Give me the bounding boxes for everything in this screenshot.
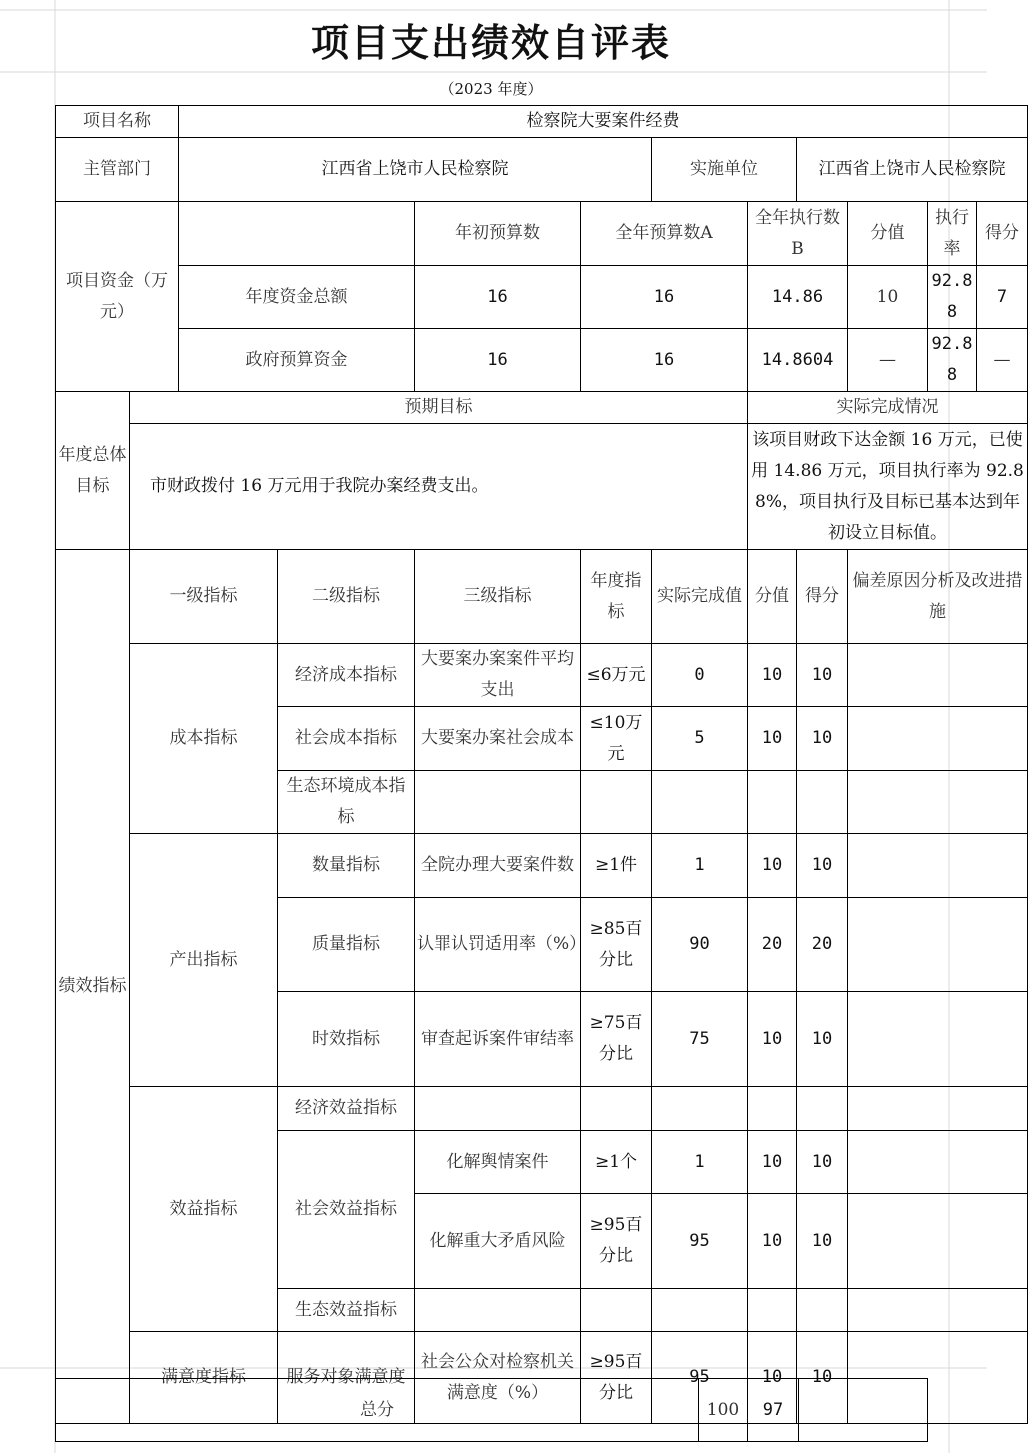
project-name-value: 检察院大要案件经费 — [179, 106, 1028, 138]
perf-header-l3: 三级指标 — [415, 550, 581, 644]
dept-row — [56, 138, 1028, 202]
perf-header-deviation: 偏差原因分析及改进措施 — [848, 550, 1028, 644]
funds-header-rate: 执行率 — [928, 202, 977, 266]
perf-header-score: 得分 — [797, 550, 848, 644]
satisfaction-l1: 满意度指标 — [130, 1332, 278, 1424]
indicator-target: ≥1个 — [581, 1131, 652, 1194]
perf-label: 绩效指标 — [56, 550, 130, 1424]
perf-header-value: 分值 — [748, 550, 797, 644]
total-row — [56, 1379, 928, 1442]
indicator-l2: 服务对象满意度 — [278, 1332, 415, 1424]
total-table — [55, 1378, 928, 1442]
impl-unit-value: 江西省上饶市人民检察院 — [797, 138, 1028, 202]
funds-header-row — [56, 202, 1028, 266]
indicator-score: 10 — [797, 644, 848, 707]
funds-score-value: 10 — [848, 266, 928, 329]
indicator-target: ≥95百分比 — [581, 1332, 652, 1424]
total-score: 97 — [748, 1379, 799, 1442]
indicator-l3: 全院办理大要案件数 — [415, 834, 581, 898]
indicator-l3: 大要案办案案件平均支出 — [415, 644, 581, 707]
indicator-deviation — [848, 834, 1028, 898]
funds-exec: 14.8604 — [748, 329, 848, 392]
indicator-deviation — [848, 1131, 1028, 1194]
funds-init: 16 — [415, 329, 581, 392]
indicator-value: 10 — [748, 1131, 797, 1194]
funds-row — [56, 329, 1028, 392]
funds-header-score: 得分 — [977, 202, 1028, 266]
funds-score-value: — — [848, 329, 928, 392]
goals-actual-header: 实际完成情况 — [748, 392, 1028, 424]
goals-expected-header: 预期目标 — [130, 392, 748, 424]
dept-label: 主管部门 — [56, 138, 179, 202]
indicator-value: 10 — [748, 992, 797, 1087]
indicator-l2: 生态效益指标 — [278, 1289, 415, 1332]
indicator-deviation — [848, 707, 1028, 771]
indicator-l3: 大要案办案社会成本 — [415, 707, 581, 771]
indicator-l3: 审查起诉案件审结率 — [415, 992, 581, 1087]
indicator-actual — [652, 1289, 748, 1332]
perf-header-l1: 一级指标 — [130, 550, 278, 644]
indicator-target: ≤6万元 — [581, 644, 652, 707]
funds-init: 16 — [415, 266, 581, 329]
indicator-value: 10 — [748, 644, 797, 707]
indicator-score — [797, 1289, 848, 1332]
perf-header-l2: 二级指标 — [278, 550, 415, 644]
indicator-score: 10 — [797, 1332, 848, 1424]
funds-rate: 92.88 — [928, 329, 977, 392]
funds-full: 16 — [581, 266, 748, 329]
project-name-row — [56, 106, 1028, 138]
indicator-target: ≥1件 — [581, 834, 652, 898]
funds-row — [56, 266, 1028, 329]
funds-row-label: 政府预算资金 — [179, 329, 415, 392]
impl-unit-label: 实施单位 — [652, 138, 797, 202]
funds-rate: 92.88 — [928, 266, 977, 329]
indicator-actual: 95 — [652, 1194, 748, 1289]
indicator-target: ≥75百分比 — [581, 992, 652, 1087]
indicator-target — [581, 771, 652, 834]
cost-l1: 成本指标 — [130, 644, 278, 834]
indicator-score — [797, 1087, 848, 1131]
indicator-l2: 经济效益指标 — [278, 1087, 415, 1131]
funds-exec: 14.86 — [748, 266, 848, 329]
total-label: 总分 — [56, 1379, 699, 1442]
perf-header-target: 年度指标 — [581, 550, 652, 644]
indicator-actual: 75 — [652, 992, 748, 1087]
indicator-l2: 经济成本指标 — [278, 644, 415, 707]
indicator-l2: 质量指标 — [278, 898, 415, 992]
indicator-l3: 社会公众对检察机关满意度（%） — [415, 1332, 581, 1424]
funds-score: — — [977, 329, 1028, 392]
indicator-target — [581, 1289, 652, 1332]
indicator-target: ≥85百分比 — [581, 898, 652, 992]
funds-full: 16 — [581, 329, 748, 392]
funds-header-full: 全年预算数A — [581, 202, 748, 266]
indicator-score: 20 — [797, 898, 848, 992]
indicator-l3: 化解重大矛盾风险 — [415, 1194, 581, 1289]
goals-expected: 市财政拨付 16 万元用于我院办案经费支出。 — [130, 424, 748, 550]
goals-label: 年度总体目标 — [56, 392, 130, 550]
indicator-value — [748, 1087, 797, 1131]
indicator-deviation — [848, 898, 1028, 992]
indicator-actual: 0 — [652, 644, 748, 707]
year-label: （2023 年度） — [439, 80, 543, 98]
funds-header-exec: 全年执行数B — [748, 202, 848, 266]
indicator-l3: 化解舆情案件 — [415, 1131, 581, 1194]
indicator-value: 10 — [748, 834, 797, 898]
perf-header-actual: 实际完成值 — [652, 550, 748, 644]
indicator-l3: 认罪认罚适用率（%） — [415, 898, 581, 992]
indicator-row — [56, 644, 1028, 707]
project-name-label: 项目名称 — [56, 106, 179, 138]
indicator-actual: 90 — [652, 898, 748, 992]
total-value: 100 — [699, 1379, 748, 1442]
indicator-l2: 生态环境成本指标 — [278, 771, 415, 834]
benefit-l1: 效益指标 — [130, 1087, 278, 1332]
indicator-score: 10 — [797, 992, 848, 1087]
indicator-l3 — [415, 1289, 581, 1332]
indicator-l2: 社会成本指标 — [278, 707, 415, 771]
indicator-deviation — [848, 1289, 1028, 1332]
indicator-value: 10 — [748, 1332, 797, 1424]
indicator-actual: 5 — [652, 707, 748, 771]
indicator-actual: 95 — [652, 1332, 748, 1424]
indicator-value — [748, 771, 797, 834]
indicator-actual — [652, 771, 748, 834]
indicator-score: 10 — [797, 707, 848, 771]
indicator-score: 10 — [797, 834, 848, 898]
funds-header-init: 年初预算数 — [415, 202, 581, 266]
indicator-deviation — [848, 644, 1028, 707]
dept-value: 江西省上饶市人民检察院 — [179, 138, 652, 202]
funds-header-blank — [179, 202, 415, 266]
indicator-value: 10 — [748, 1194, 797, 1289]
indicator-score: 10 — [797, 1131, 848, 1194]
indicator-row — [56, 834, 1028, 898]
self-evaluation-table — [55, 105, 1028, 1424]
funds-row-label: 年度资金总额 — [179, 266, 415, 329]
indicator-actual — [652, 1087, 748, 1131]
indicator-target: ≥95百分比 — [581, 1194, 652, 1289]
indicator-l3 — [415, 1087, 581, 1131]
goals-actual: 该项目财政下达金额 16 万元，已使用 14.86 万元，项目执行率为 92.88%，项目执行及目标已基本达到年初设立目标值。 — [748, 424, 1028, 550]
indicator-score — [797, 771, 848, 834]
indicator-row — [56, 1087, 1028, 1131]
indicator-value: 20 — [748, 898, 797, 992]
indicator-deviation — [848, 992, 1028, 1087]
indicator-l2: 时效指标 — [278, 992, 415, 1087]
indicator-value — [748, 1289, 797, 1332]
indicator-target — [581, 1087, 652, 1131]
indicator-actual: 1 — [652, 1131, 748, 1194]
output-l1: 产出指标 — [130, 834, 278, 1087]
indicator-actual: 1 — [652, 834, 748, 898]
indicator-deviation — [848, 1194, 1028, 1289]
indicator-l2: 社会效益指标 — [278, 1131, 415, 1289]
goals-header-row — [56, 392, 1028, 424]
indicator-score: 10 — [797, 1194, 848, 1289]
indicator-value: 10 — [748, 707, 797, 771]
funds-label: 项目资金（万元） — [56, 202, 179, 392]
page-title: 项目支出绩效自评表 — [310, 20, 671, 65]
indicator-l2: 数量指标 — [278, 834, 415, 898]
goals-row — [56, 424, 1028, 550]
total-blank — [799, 1379, 928, 1442]
indicator-target: ≤10万元 — [581, 707, 652, 771]
perf-header-row — [56, 550, 1028, 644]
indicator-l3 — [415, 771, 581, 834]
funds-header-score-value: 分值 — [848, 202, 928, 266]
funds-score: 7 — [977, 266, 1028, 329]
indicator-deviation — [848, 1087, 1028, 1131]
indicator-deviation — [848, 771, 1028, 834]
